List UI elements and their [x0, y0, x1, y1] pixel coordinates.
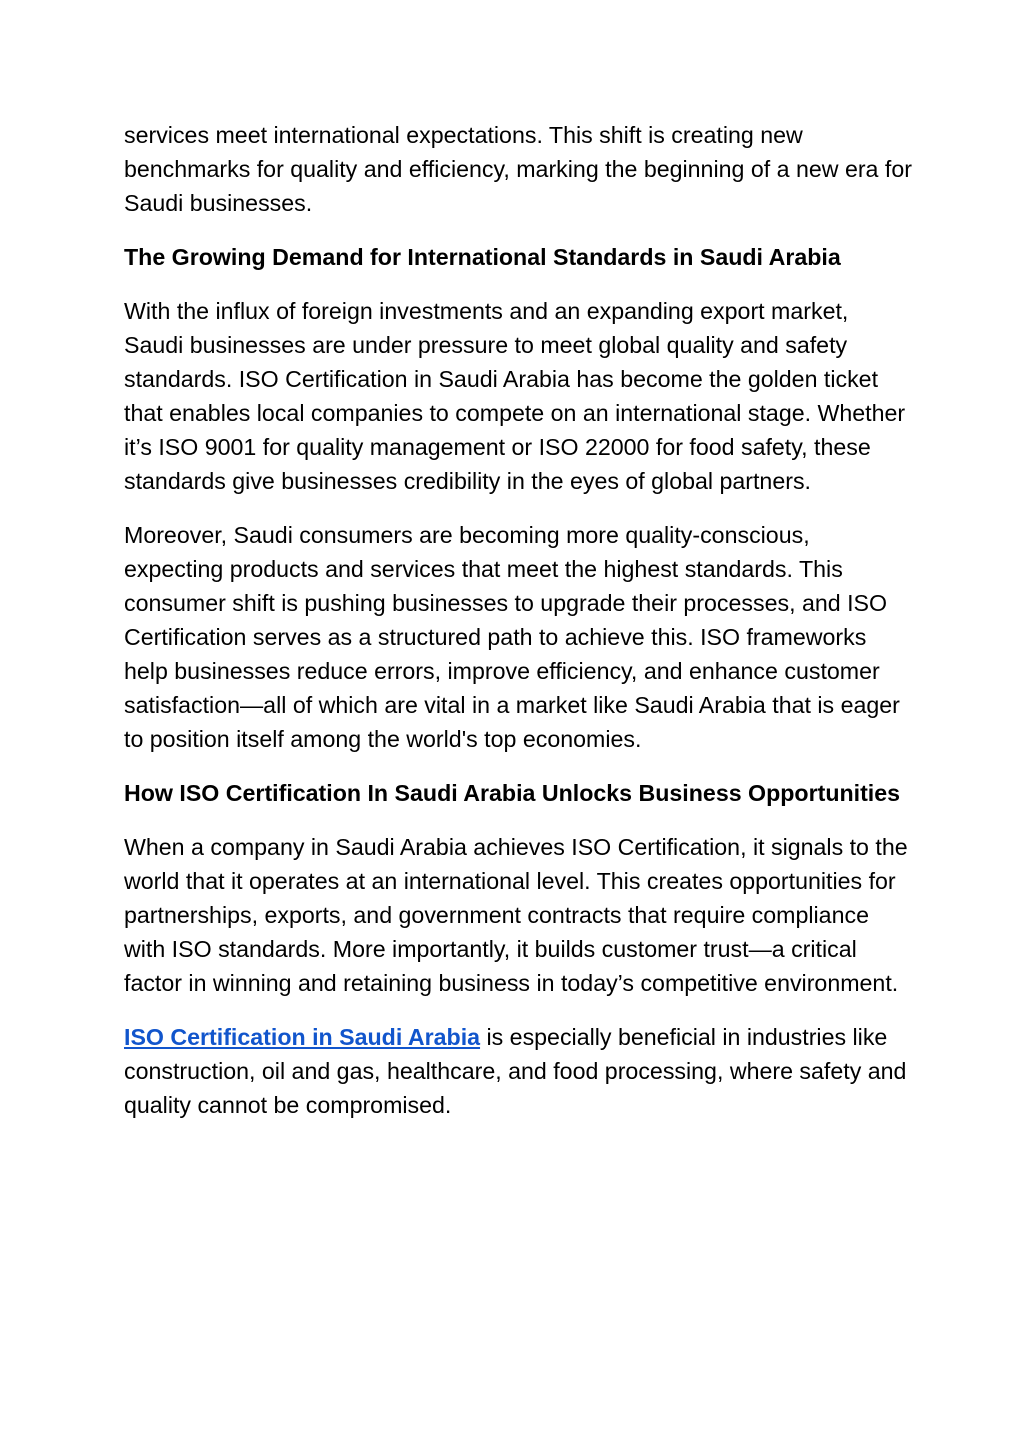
iso-certification-link[interactable]: ISO Certification in Saudi Arabia [124, 1024, 481, 1050]
paragraph-company-achieves: When a company in Saudi Arabia achieves ISO Certification, it signals to the world that it operates at an international level. This creates opportunities for partnerships, exports, and government contracts that require compliance with ISO standards. More importantly, it builds customer trust—a critical factor in winning and retaining business in today’s competitive environment. [124, 834, 908, 996]
paragraph-foreign-investments: With the influx of foreign investments and an expanding export market, Saudi businesses are under pressure to meet global quality and safety standards. ISO Certification in Saudi Arabia has become the golden ticket that enables local companies to compete on an international stage. Whether it’s ISO 9001 for quality management or ISO 22000 for food safety, these standards give businesses credibility in the eyes of global partners. [124, 298, 906, 494]
paragraph-industries-text: is especially beneficial in industries like construction, oil and gas, healthcare, and food processing, where safety and quality cannot be compromised. [124, 1024, 907, 1118]
section-heading-unlocks-opportunities: How ISO Certification In Saudi Arabia Unlocks Business Opportunities [124, 780, 901, 806]
section-heading-growing-demand: The Growing Demand for International Standards in Saudi Arabia [124, 244, 841, 270]
document-page [124, 118, 914, 1142]
intro-paragraph: services meet international expectations. This shift is creating new benchmarks for quality and efficiency, marking the beginning of a new era for Saudi businesses. [124, 122, 912, 216]
paragraph-industries [124, 1020, 914, 1122]
paragraph-consumers: Moreover, Saudi consumers are becoming more quality-conscious, expecting products and services that meet the highest standards. This consumer shift is pushing businesses to upgrade their processes, and ISO Certification serves as a structured path to achieve this. ISO frameworks help businesses reduce errors, improve efficiency, and enhance customer satisfaction—all of which are vital in a market like Saudi Arabia that is eager to position itself among the world's top economies. [124, 522, 900, 752]
